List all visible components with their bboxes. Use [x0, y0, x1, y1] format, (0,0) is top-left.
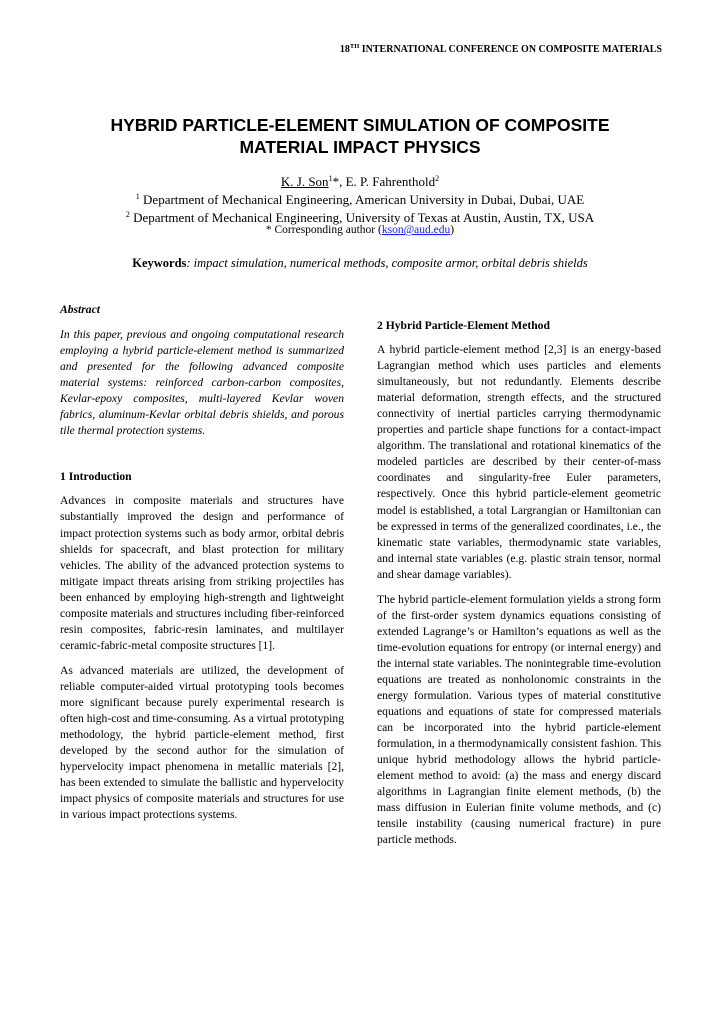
conference-name — [340, 43, 662, 55]
header-ordinal-suffix: TH — [349, 43, 360, 50]
section-2-paragraph-1: A hybrid particle-element method [2,3] is an energy-based Lagrangian method which uses particles and elements simultaneously, but not redundantly. Elements describe material deformation, strength effects, and the structured connectivity of inertial particles carrying thermodynamic properties and particle shape functions for a contact-impact algorithm. The translational and rotational kinematics of the modeled particles are described by their center-of-mass coordinates and singularity-free Euler parameters, respectively. Once this hybrid particle-element geometric model is established, a total Largrangian or Hamiltonian can be expressed in terms of the generalized coordinates, i.e., the kinematic state variables, thermodynamic state variables, and internal state variables (e.g. plastic strain tensor, normal and shear damage variables). — [377, 343, 661, 581]
author-1-affiliation-mark: 1 — [328, 174, 333, 183]
section-1-heading: 1 Introduction — [60, 470, 132, 484]
author-1: K. J. Son — [280, 174, 329, 189]
right-column — [377, 318, 661, 858]
section-2-heading: 2 Hybrid Particle-Element Method — [377, 319, 550, 332]
header-ordinal: 18 — [339, 44, 350, 55]
corresponding-mark: *, — [332, 174, 346, 189]
corresponding-suffix: ) — [450, 224, 455, 236]
title-line-1: HYBRID PARTICLE-ELEMENT SIMULATION OF COMPOSITE — [110, 115, 610, 135]
section-2-paragraph-2: The hybrid particle-element formulation yields a strong form of the first-order system dynamics equations consisting of extended Lagrange’s or Hamilton’s equations as well as the time-evolution equations for entropy (or internal energy) and the internal state variables. The nonintegrable time-evolution equations are treated as nonholonomic constraints in the energy formulation. Various types of material constitutive equations and equations of state for compressed materials can be incorporated into the hybrid particle-element formulation, in a thermodynamically consistent fashion. This unique hybrid methodology allows the hybrid particle-element method to avoid: (a) the mass and energy discard algorithms in Lagrangian finite element methods, (b) the mass diffusion in Eulerian finite volume methods, and (c) tensile instability (causing numerical fracture) in pure particle methods. — [377, 592, 661, 847]
section-1-paragraph-1: Advances in composite materials and structures have substantially improved the design and performance of impact protection systems such as body armor, orbital debris shields for spacecraft, and blast protection for military vehicles. The ability of the advanced protection systems to mitigate impact threats arising from striking projectiles has been enhanced by employing high-strength and lightweight composite materials and structures including fiber-reinforced resin composites, fabric-resin laminates, and multilayer ceramic-fabric-metal composite structures [1]. — [60, 494, 344, 652]
abstract-heading: Abstract — [60, 303, 100, 316]
keywords-label: Keywords — [132, 256, 187, 270]
left-column — [60, 302, 344, 832]
affiliation-2-text: Department of Mechanical Engineering, University of Texas at Austin, Austin, TX, USA — [129, 210, 595, 225]
keywords-text: : impact simulation, numerical methods, composite armor, orbital debris shields — [186, 256, 588, 270]
keywords — [60, 256, 660, 271]
corresponding-author — [60, 224, 660, 236]
author-2-affiliation-mark: 2 — [435, 174, 440, 183]
affiliation-1-text: Department of Mechanical Engineering, American University in Dubai, Dubai, UAE — [139, 192, 585, 207]
affiliation-2-number: 2 — [125, 210, 130, 219]
author-2: E. P. Fahrenthold — [345, 174, 436, 189]
corresponding-email-link[interactable]: kson@aud.edu — [381, 224, 451, 236]
title-line-2: MATERIAL IMPACT PHYSICS — [239, 137, 481, 157]
corresponding-prefix: * Corresponding author ( — [265, 224, 382, 236]
abstract-text: In this paper, previous and ongoing computational research employing a hybrid particle-element method is summarized and presented for the following advanced composite material systems: reinforced carbon-carbon composites, Kevlar-epoxy composites, multi-layered Kevlar woven fabrics, aluminum-Kevlar orbital debris shields, and porous tile thermal protection systems. — [60, 328, 344, 438]
section-1-paragraph-2: As advanced materials are utilized, the development of reliable computer-aided virtual prototyping tools becomes more significant because purely experimental research is often high-cost and time-consuming. As a virtual prototyping methodology, the hybrid particle-element method, first developed by the second author for the simulation of hypervelocity impact phenomena in metallic materials [2], has been extended to simulate the ballistic and hypervelocity impact physics of composite materials and structures for use in various impact protections systems. — [60, 663, 345, 822]
paper-title — [60, 114, 660, 158]
header-text: INTERNATIONAL CONFERENCE ON COMPOSITE MATERIALS — [359, 44, 662, 55]
affiliation-1-number: 1 — [135, 192, 140, 201]
